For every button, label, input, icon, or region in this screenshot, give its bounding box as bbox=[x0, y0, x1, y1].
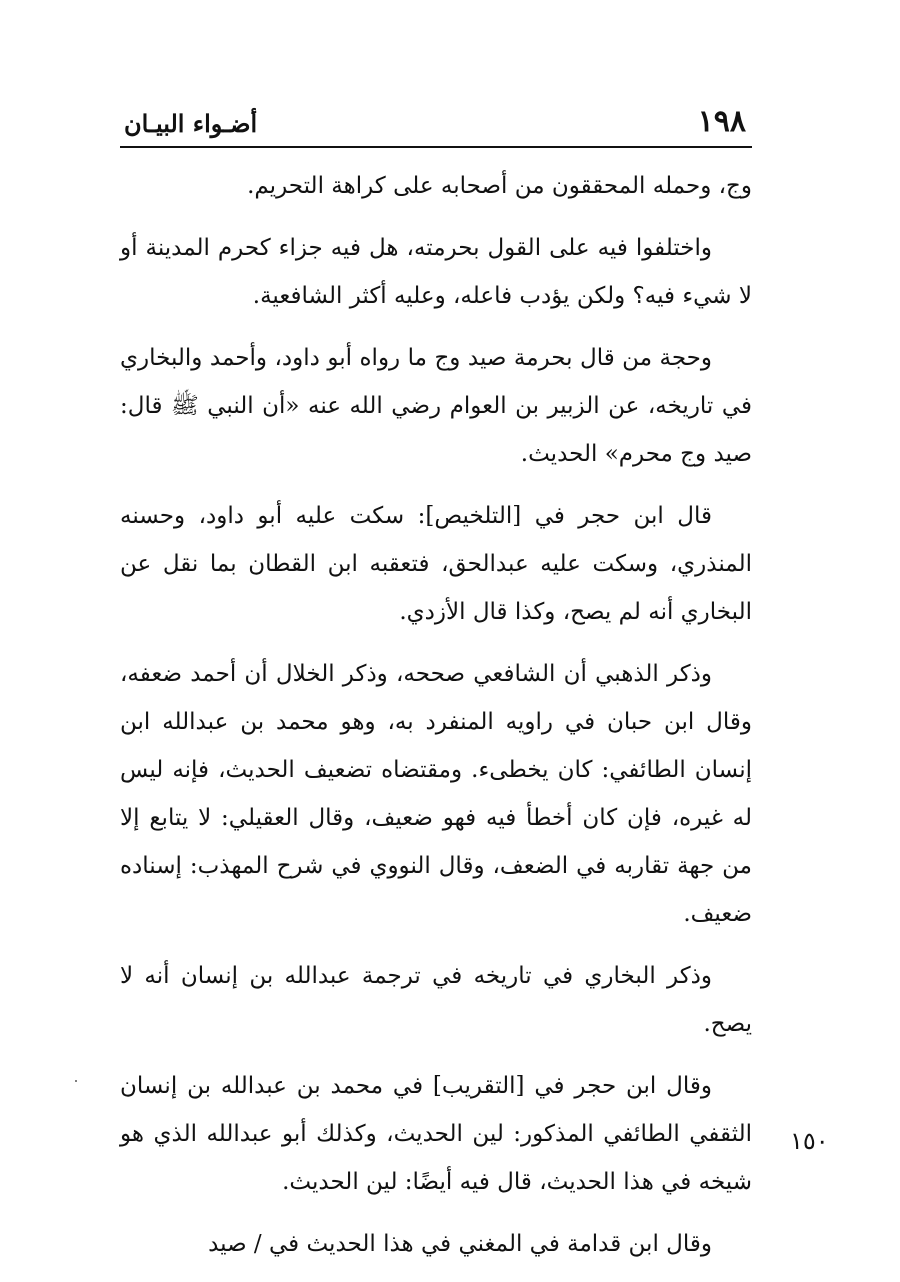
page-header bbox=[120, 100, 752, 146]
paragraph: وج، وحمله المحققون من أصحابه على كراهة التحريم. bbox=[247, 173, 752, 199]
paragraph: قال ابن حجر في [التلخيص]: سكت عليه أبو داود، وحسنه المنذري، وسكت عليه عبدالحق، فتعقبه ابن القطان بما نقل عن البخاري أنه لم يصح، وكذا قال الأزدي. bbox=[120, 503, 752, 625]
body-text bbox=[120, 162, 752, 1282]
paragraph: وذكر الذهبي أن الشافعي صححه، وذكر الخلال أن أحمد ضعفه، وقال ابن حبان في راويه المنفرد به، وهو محمد بن عبدالله ابن إنسان الطائفي: كان يخطىء. ومقتضاه تضعيف الحديث، فإنه ليس له غيره، فإن كان أخطأ فيه فهو ضعيف، وقال العقيلي: لا يتابع إلا من جهة تقاربه في الضعف، وقال النووي في شرح المهذب: إسناده ضعيف. bbox=[120, 661, 752, 927]
paragraph: واختلفوا فيه على القول بحرمته، هل فيه جزاء كحرم المدينة أو لا شيء فيه؟ ولكن يؤدب فاعله، وعليه أكثر الشافعية. bbox=[120, 235, 752, 309]
scan-speck bbox=[75, 1080, 77, 1082]
paragraph: وذكر البخاري في تاريخه في ترجمة عبدالله بن إنسان أنه لا يصح. bbox=[120, 963, 752, 1037]
running-title: أضـواء البيـان bbox=[124, 109, 258, 138]
paragraph: وقال ابن حجر في [التقريب] في محمد بن عبدالله بن إنسان الثقفي الطائفي المذكور: لين الحديث، وكذلك أبو عبدالله الذي هو شيخه في هذا الحديث، قال فيه أيضًا: لين الحديث. bbox=[120, 1073, 752, 1195]
paragraph: وقال ابن قدامة في المغني في هذا الحديث في / صيد bbox=[208, 1231, 712, 1257]
page-number: ١٩٨ bbox=[697, 104, 746, 139]
header-rule bbox=[120, 146, 752, 148]
paragraph: وحجة من قال بحرمة صيد وج ما رواه أبو داود، وأحمد والبخاري في تاريخه، عن الزبير بن العوام رضي الله عنه «أن النبي ﷺ قال: صيد وج محرم» الحديث. bbox=[120, 345, 752, 467]
margin-page-reference: ١٥٠ bbox=[790, 1127, 829, 1155]
